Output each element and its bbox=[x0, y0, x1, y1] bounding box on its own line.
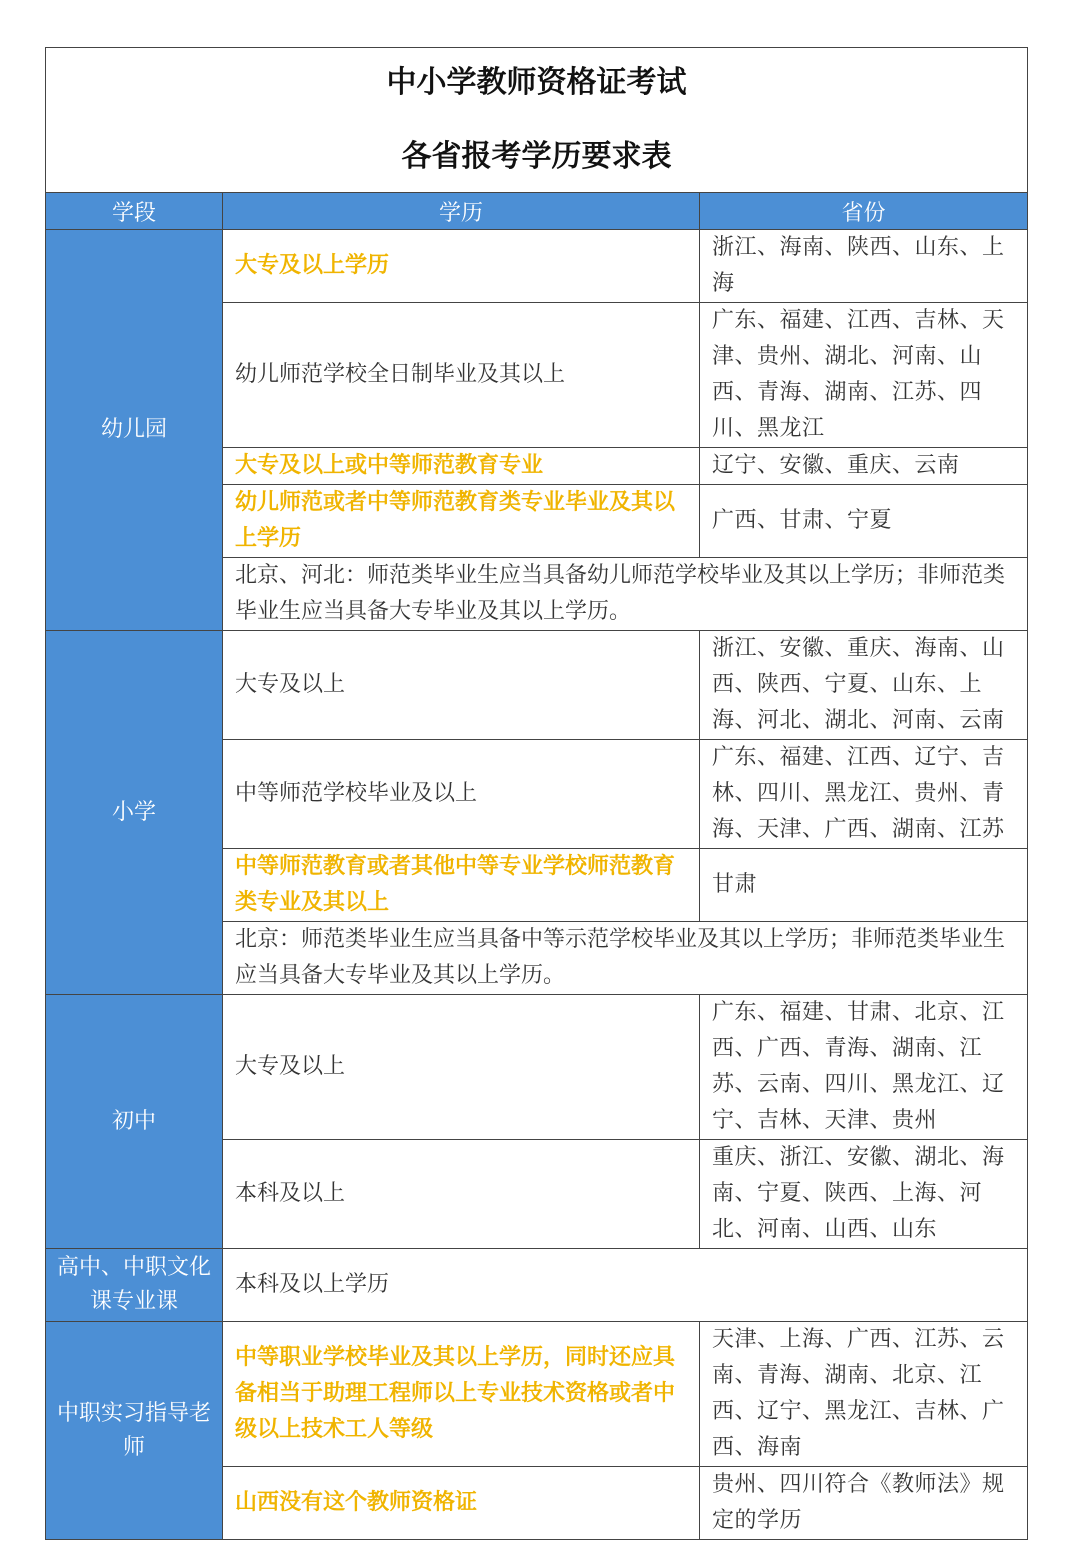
table-row bbox=[46, 631, 1028, 740]
provinces-cell: 浙江、海南、陕西、山东、上海 bbox=[700, 230, 1028, 303]
page-title: 中小学教师资格证考试 bbox=[386, 65, 687, 100]
education-cell: 大专及以上学历 bbox=[223, 230, 700, 303]
stage-junior: 初中 bbox=[46, 995, 223, 1249]
provinces-cell: 甘肃 bbox=[700, 849, 1028, 922]
header-row bbox=[46, 193, 1028, 230]
education-cell: 中等师范教育或者其他中等专业学校师范教育类专业及其以上 bbox=[223, 849, 700, 922]
header-provinces: 省份 bbox=[700, 193, 1028, 230]
education-requirements-table bbox=[45, 47, 1028, 1540]
table-row bbox=[46, 1322, 1028, 1467]
stage-senior: 高中、中职文化课专业课 bbox=[46, 1249, 223, 1322]
provinces-cell: 天津、上海、广西、江苏、云南、青海、湖南、北京、江西、辽宁、黑龙江、吉林、广西、海南 bbox=[700, 1322, 1028, 1467]
education-cell: 中等师范学校毕业及以上 bbox=[223, 740, 700, 849]
table-row bbox=[46, 1249, 1028, 1322]
table-row bbox=[46, 230, 1028, 303]
note-cell: 北京：师范类毕业生应当具备中等示范学校毕业及其以上学历；非师范类毕业生应当具备大专毕业及其以上学历。 bbox=[223, 922, 1028, 995]
education-cell: 中等职业学校毕业及其以上学历，同时还应具备相当于助理工程师以上专业技术资格或者中级以上技术工人等级 bbox=[223, 1322, 700, 1467]
stage-vocational: 中职实习指导老师 bbox=[46, 1322, 223, 1540]
stage-primary: 小学 bbox=[46, 631, 223, 995]
provinces-cell: 广西、甘肃、宁夏 bbox=[700, 485, 1028, 558]
provinces-cell: 广东、福建、江西、辽宁、吉林、四川、黑龙江、贵州、青海、天津、广西、湖南、江苏 bbox=[700, 740, 1028, 849]
education-cell: 大专及以上 bbox=[223, 995, 700, 1140]
stage-kindergarten: 幼儿园 bbox=[46, 230, 223, 631]
education-cell: 本科及以上 bbox=[223, 1140, 700, 1249]
header-stage: 学段 bbox=[46, 193, 223, 230]
provinces-cell: 广东、福建、江西、吉林、天津、贵州、湖北、河南、山西、青海、湖南、江苏、四川、黑龙江 bbox=[700, 303, 1028, 448]
education-cell: 大专及以上或中等师范教育专业 bbox=[223, 448, 700, 485]
education-cell: 山西没有这个教师资格证 bbox=[223, 1467, 700, 1540]
education-cell: 幼儿师范或者中等师范教育类专业毕业及其以上学历 bbox=[223, 485, 700, 558]
education-cell: 本科及以上学历 bbox=[223, 1249, 1028, 1322]
provinces-cell: 重庆、浙江、安徽、湖北、海南、宁夏、陕西、上海、河北、河南、山西、山东 bbox=[700, 1140, 1028, 1249]
provinces-cell: 辽宁、安徽、重庆、云南 bbox=[700, 448, 1028, 485]
note-cell: 北京、河北：师范类毕业生应当具备幼儿师范学校毕业及其以上学历；非师范类毕业生应当具备大专毕业及其以上学历。 bbox=[223, 558, 1028, 631]
header-education: 学历 bbox=[223, 193, 700, 230]
page-subtitle: 各省报考学历要求表 bbox=[401, 139, 672, 174]
provinces-cell: 广东、福建、甘肃、北京、江西、广西、青海、湖南、江苏、云南、四川、黑龙江、辽宁、吉林、天津、贵州 bbox=[700, 995, 1028, 1140]
education-cell: 幼儿师范学校全日制毕业及其以上 bbox=[223, 303, 700, 448]
title-cell bbox=[46, 48, 1028, 193]
education-cell: 大专及以上 bbox=[223, 631, 700, 740]
provinces-cell: 浙江、安徽、重庆、海南、山西、陕西、宁夏、山东、上海、河北、湖北、河南、云南 bbox=[700, 631, 1028, 740]
provinces-cell: 贵州、四川符合《教师法》规定的学历 bbox=[700, 1467, 1028, 1540]
table-row bbox=[46, 995, 1028, 1140]
